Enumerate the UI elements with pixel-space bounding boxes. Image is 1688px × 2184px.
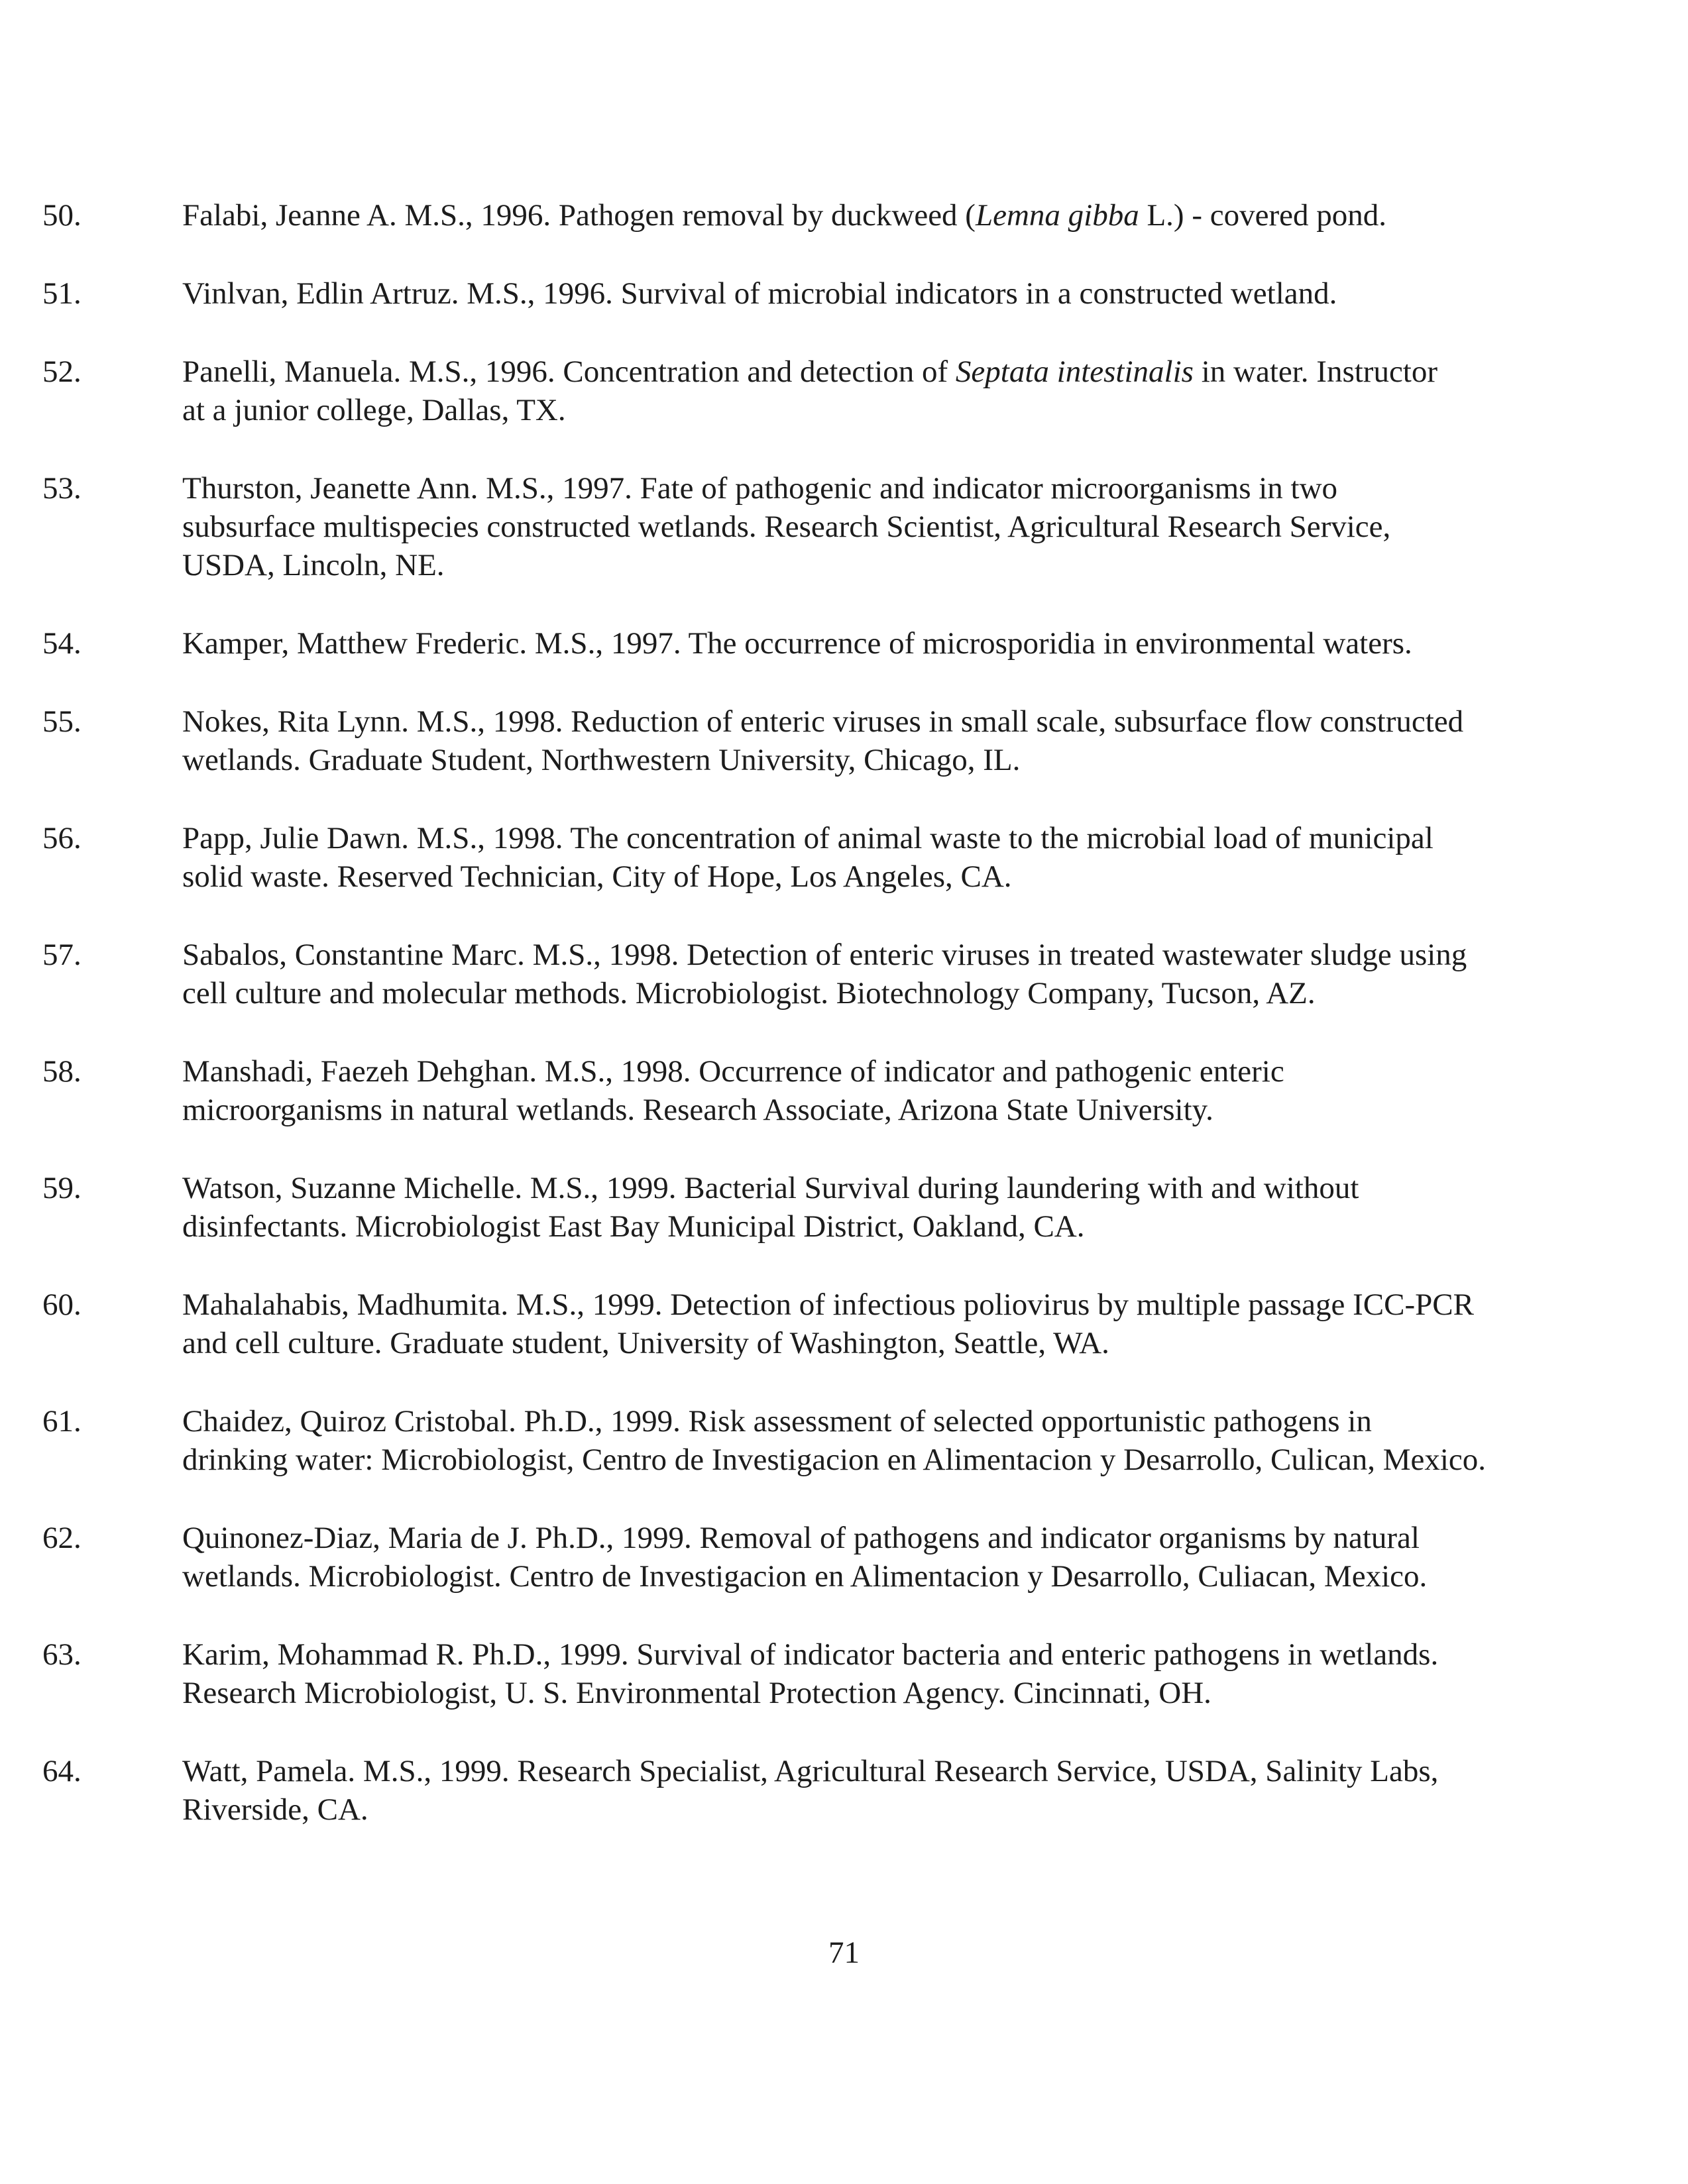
entry-text — [182, 469, 1561, 584]
entry-number: 63. — [42, 1637, 82, 1672]
entry-line — [182, 974, 1561, 1012]
entry-line — [182, 1324, 1561, 1362]
entry-line — [182, 1519, 1561, 1557]
entry-number: 52. — [42, 355, 82, 389]
entry-number: 58. — [42, 1054, 82, 1089]
entry-text — [182, 702, 1561, 779]
entry-line-text: Sabalos, Constantine Marc. M.S., 1998. Detection of enteric viruses in treated wastewater sludge using — [182, 938, 1467, 972]
entry-text — [182, 1285, 1561, 1362]
entry-number: 54. — [42, 626, 82, 661]
entry-line-text: solid waste. Reserved Technician, City of Hope, Los Angeles, CA. — [182, 859, 1012, 894]
entry-number: 61. — [42, 1404, 82, 1439]
entry-number: 53. — [42, 471, 82, 506]
entry-line-text: drinking water: Microbiologist, Centro de Investigacion en Alimentacion y Desarrollo, Culican, Mexico. — [182, 1443, 1487, 1477]
entry-line-text: wetlands. Microbiologist. Centro de Investigacion en Alimentacion y Desarrollo, Culiacan, Mexico. — [182, 1559, 1428, 1594]
entry-line-text: disinfectants. Microbiologist East Bay Municipal District, Oakland, CA. — [182, 1209, 1085, 1244]
entry-line — [182, 1402, 1561, 1441]
entry-line-text: Quinonez-Diaz, Maria de J. Ph.D., 1999. Removal of pathogens and indicator organisms by natural — [182, 1521, 1420, 1555]
entry-line-text: Vinlvan, Edlin Artruz. M.S., 1996. Survival of microbial indicators in a constructed wetland. — [182, 276, 1337, 311]
entry-line — [182, 469, 1561, 508]
entry-line — [182, 819, 1561, 857]
entry-line — [182, 1752, 1561, 1790]
entry-line-text: Research Microbiologist, U. S. Environmental Protection Agency. Cincinnati, OH. — [182, 1676, 1211, 1710]
species-name: Lemna gibba — [975, 198, 1139, 233]
entry-number: 59. — [42, 1171, 82, 1205]
entry-line-text: in water. Instructor — [1193, 355, 1438, 389]
entry-text — [182, 624, 1561, 663]
entry-number: 55. — [42, 704, 82, 739]
entry-text — [182, 274, 1561, 313]
entry-line — [182, 624, 1561, 663]
entry-line — [182, 936, 1561, 974]
entry-line-text: cell culture and molecular methods. Microbiologist. Biotechnology Company, Tucson, AZ. — [182, 976, 1316, 1010]
entry-line — [182, 857, 1561, 896]
entry-line-text: Papp, Julie Dawn. M.S., 1998. The concentration of animal waste to the microbial load of municipal — [182, 821, 1434, 855]
entry-line — [182, 702, 1561, 741]
entry-line — [182, 1285, 1561, 1324]
entry-text — [182, 1519, 1561, 1596]
entry-line-text: Watson, Suzanne Michelle. M.S., 1999. Bacterial Survival during laundering with and without — [182, 1171, 1359, 1205]
entry-line-text: Mahalahabis, Madhumita. M.S., 1999. Detection of infectious poliovirus by multiple passage ICC-PCR — [182, 1287, 1474, 1322]
entry-line-text: Karim, Mohammad R. Ph.D., 1999. Survival of indicator bacteria and enteric pathogens in wetlands. — [182, 1637, 1439, 1672]
entry-line — [182, 1441, 1561, 1479]
entry-text — [182, 936, 1561, 1012]
entry-line — [182, 391, 1561, 429]
entry-line-text: Chaidez, Quiroz Cristobal. Ph.D., 1999. Risk assessment of selected opportunistic pathogens in — [182, 1404, 1372, 1439]
entry-line — [182, 1091, 1561, 1129]
entry-line-text: at a junior college, Dallas, TX. — [182, 393, 566, 427]
entry-line-text: Falabi, Jeanne A. M.S., 1996. Pathogen removal by duckweed ( — [182, 198, 976, 233]
entry-line-text: Nokes, Rita Lynn. M.S., 1998. Reduction of enteric viruses in small scale, subsurface flow constructed — [182, 704, 1464, 739]
entry-number: 57. — [42, 938, 82, 972]
entry-line — [182, 1674, 1561, 1712]
entry-text — [182, 1635, 1561, 1712]
entry-line — [182, 508, 1561, 546]
entry-line-text: wetlands. Graduate Student, Northwestern University, Chicago, IL. — [182, 743, 1021, 777]
entry-line — [182, 1169, 1561, 1207]
entry-number: 56. — [42, 821, 82, 855]
entry-text — [182, 1402, 1561, 1479]
entry-number: 60. — [42, 1287, 82, 1322]
entry-number: 64. — [42, 1754, 82, 1788]
entry-number: 50. — [42, 198, 82, 233]
entry-line-text: Panelli, Manuela. M.S., 1996. Concentration and detection of — [182, 355, 956, 389]
entry-line — [182, 546, 1561, 584]
entry-line — [182, 274, 1561, 313]
entry-line-text: Manshadi, Faezeh Dehghan. M.S., 1998. Occurrence of indicator and pathogenic enteric — [182, 1054, 1284, 1089]
entry-line-text: USDA, Lincoln, NE. — [182, 548, 445, 582]
entry-line — [182, 1790, 1561, 1829]
entry-line-text: Thurston, Jeanette Ann. M.S., 1997. Fate of pathogenic and indicator microorganisms in two — [182, 471, 1338, 506]
entry-text — [182, 196, 1561, 235]
entry-line — [182, 1052, 1561, 1091]
entry-number: 62. — [42, 1521, 82, 1555]
entry-text — [182, 353, 1561, 429]
entry-line-text: Kamper, Matthew Frederic. M.S., 1997. The occurrence of microsporidia in environmental waters. — [182, 626, 1412, 661]
entry-number: 51. — [42, 276, 82, 311]
entry-line-text: and cell culture. Graduate student, University of Washington, Seattle, WA. — [182, 1326, 1109, 1360]
entry-line — [182, 1557, 1561, 1596]
entry-line — [182, 1635, 1561, 1674]
entry-line — [182, 1207, 1561, 1246]
entry-line — [182, 353, 1561, 391]
entry-line-text: Riverside, CA. — [182, 1792, 368, 1827]
entry-line — [182, 741, 1561, 779]
entry-line-text: Watt, Pamela. M.S., 1999. Research Specialist, Agricultural Research Service, USDA, Salinity Labs, — [182, 1754, 1439, 1788]
page-number: 71 — [828, 1936, 860, 1970]
entry-line-text: microorganisms in natural wetlands. Research Associate, Arizona State University. — [182, 1093, 1213, 1127]
entry-line — [182, 196, 1561, 235]
entry-line-text: L.) - covered pond. — [1139, 198, 1386, 233]
species-name: Septata intestinalis — [955, 355, 1194, 389]
entry-line-text: subsurface multispecies constructed wetlands. Research Scientist, Agricultural Research Service, — [182, 510, 1391, 544]
entry-text — [182, 1169, 1561, 1246]
entry-text — [182, 819, 1561, 896]
entry-text — [182, 1052, 1561, 1129]
entry-text — [182, 1752, 1561, 1829]
